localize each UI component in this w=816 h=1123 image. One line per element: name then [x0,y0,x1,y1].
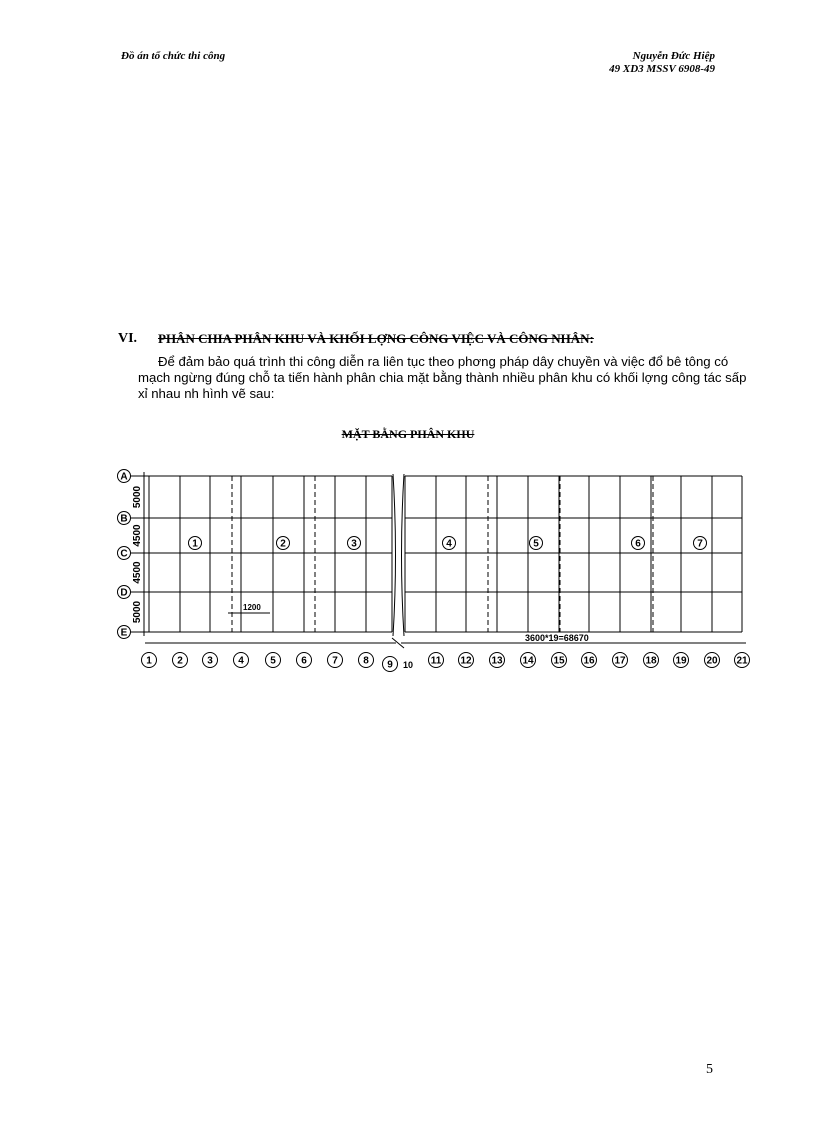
body-paragraph: Để đảm bảo quá trình thi công diễn ra liên tục theo phơng pháp dây chuyền và việc đổ bê tông có mạch ngừng đúng chỗ ta tiến hành phân chia mặt bằng thành nhiều phân khu có khối lợng công tác sấp xỉ nhau nh hình vẽ sau: [138,354,747,401]
break-line [393,474,396,636]
col-axis-label: 1 [146,655,152,667]
col-axis-label: 4 [238,655,244,667]
row-dimension-label: 5000 [132,485,143,509]
col-axis-label: 5 [270,655,276,667]
header-author: Nguyễn Đức Hiệp [632,50,715,62]
col-axis-label: 6 [301,655,307,667]
col-axis-label: 7 [332,655,338,667]
row-axis-label: E [120,627,128,639]
col-axis-label: 9 [387,659,393,671]
header-right [609,50,715,76]
zone-label: 6 [635,538,641,550]
offset-dimension-label: 1200 [243,603,261,612]
zone-label: 4 [446,538,452,550]
section-title: PHÂN CHIA PHÂN KHU VÀ KHỐI LỢNG CÔNG VIỆC VÀ CÔNG NHÂN: [158,331,594,346]
col-axis-label: 10 [402,660,414,670]
col-axis-label: 17 [614,655,626,667]
zone-label: 1 [192,538,198,550]
col-axis-label: 11 [430,655,442,667]
page-number: 5 [706,1062,713,1077]
zone-label: 5 [533,538,539,550]
row-dimension-label: 5000 [132,600,143,624]
col-axis-label: 3 [207,655,213,667]
section-number: VI. [118,331,138,346]
zone-label: 7 [697,538,703,550]
col-axis-label: 12 [460,655,472,667]
row-axis-label: C [120,548,128,560]
col-axis-label: 19 [675,655,687,667]
row-axis-label: D [120,587,128,599]
header-left: Đồ án tổ chức thi công [121,50,226,62]
row-axis-label: B [120,513,128,525]
col-axis-label: 14 [522,655,534,667]
zone-label: 2 [280,538,286,550]
plan-title: MẶT BẰNG PHÂN KHU [341,427,475,441]
col-axis-label: 15 [553,655,565,667]
zoning-plan-drawing [100,460,760,685]
col-axis-label: 18 [645,655,657,667]
col-axis-label: 2 [177,655,183,667]
col-axis-label: 20 [706,655,718,667]
row-dimension-label: 4500 [132,524,143,547]
zone-label: 3 [351,538,357,550]
header-student-id: 49 XD3 MSSV 6908-49 [609,63,715,75]
col-axis-label: 21 [736,655,748,667]
row-dimension-label: 4500 [132,561,143,584]
row-axis-label: A [120,471,128,483]
col-axis-label: 13 [491,655,503,667]
col-axis-label: 8 [363,655,369,667]
break-line [402,474,405,636]
total-dimension-label: 3600*19=68670 [525,633,589,643]
col-axis-label: 16 [583,655,595,667]
